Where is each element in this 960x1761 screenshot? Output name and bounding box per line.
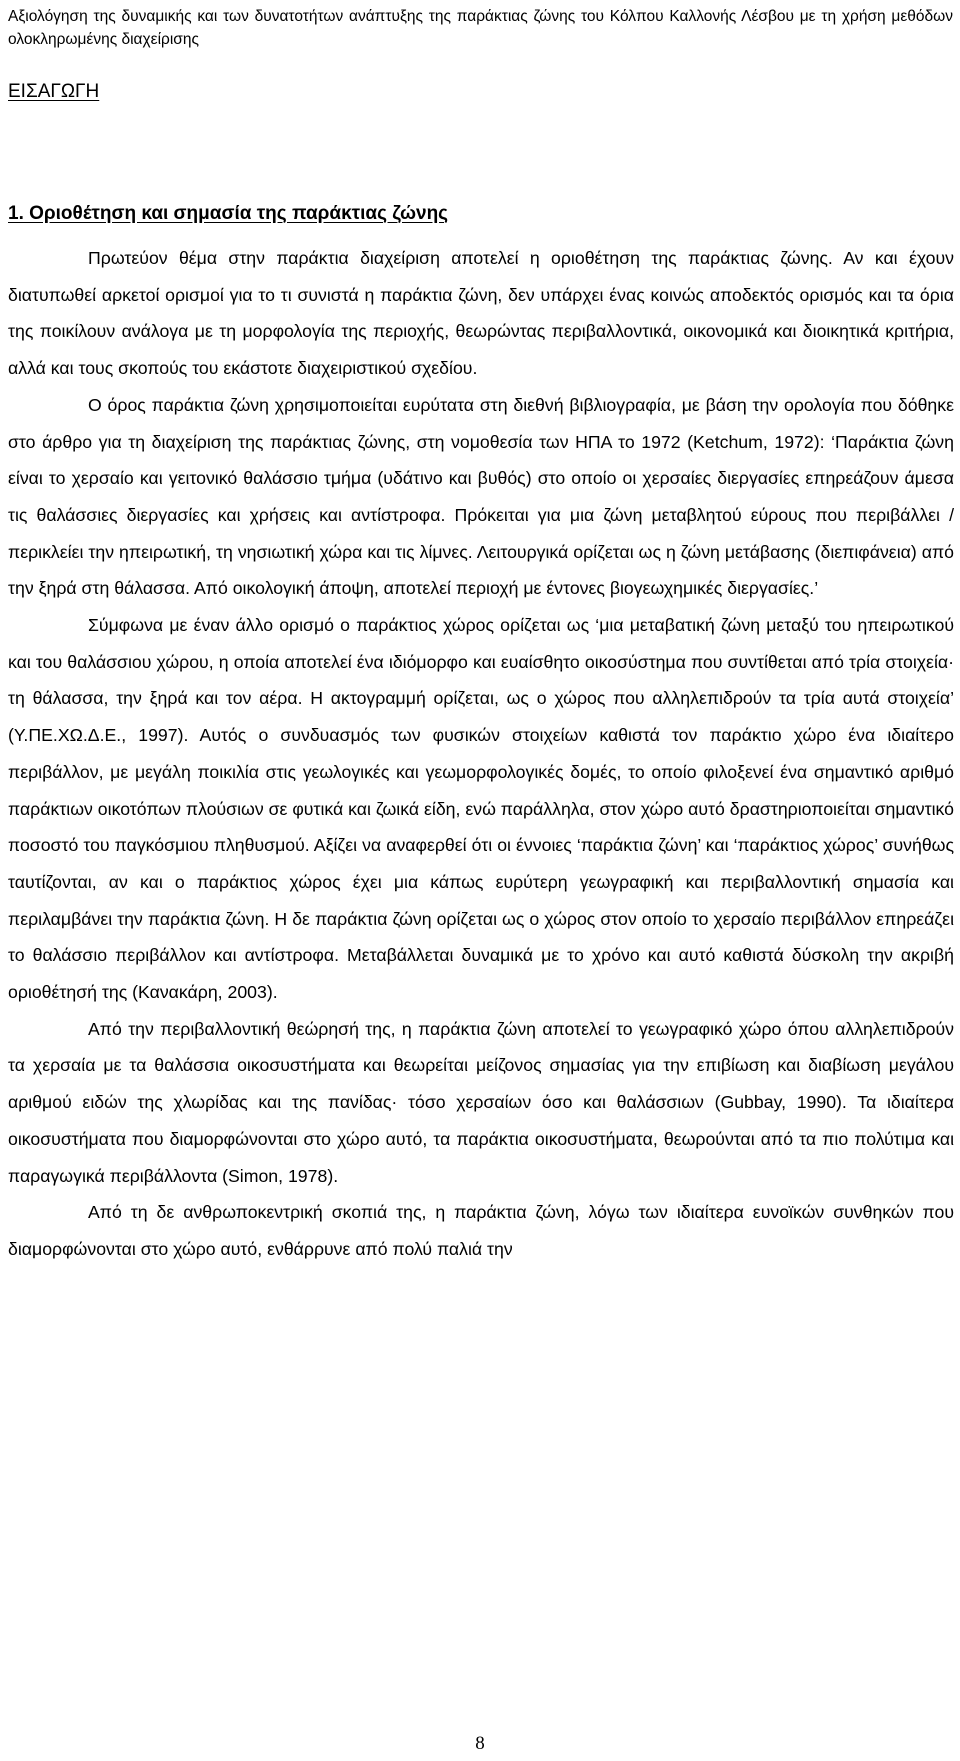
paragraph: Από τη δε ανθρωποκεντρική σκοπιά της, η παράκτια ζώνη, λόγω των ιδιαίτερα ευνοϊκών συνθηκών που διαμορφώνονται στο χώρο αυτό, ενθάρρυνε από πολύ παλιά την: [8, 1202, 954, 1259]
section-heading: 1. Οριοθέτηση και σημασία της παράκτιας ζώνης: [8, 203, 449, 224]
paragraph: Πρωτεύον θέμα στην παράκτια διαχείριση αποτελεί η οριοθέτηση της παράκτιας ζώνης. Αν και έχουν διατυπωθεί αρκετοί ορισμοί για το τι συνιστά η παράκτια ζώνη, δεν υπάρχει ένας κοινώς αποδεκτός ορισμός και τα όρια της ποικίλουν ανάλογα με τη μορφολογία της περιοχής, θεωρώντας περιβαλλοντικά, οικονομικά και διοικητικά κριτήρια, αλλά και τους σκοπούς του εκάστοτε διαχειριστικού σχεδίου.: [8, 248, 954, 379]
page-number: 8: [475, 1733, 485, 1754]
running-header: Αξιολόγηση της δυναμικής και των δυνατοτήτων ανάπτυξης της παράκτιας ζώνης του Κόλπου Καλλονής Λέσβου με τη χρήση μεθόδων ολοκληρωμένης διαχείρισης: [8, 8, 953, 48]
paragraph: Ο όρος παράκτια ζώνη χρησιμοποιείται ευρύτατα στη διεθνή βιβλιογραφία, με βάση την ορολογία που δόθηκε στο άρθρο για τη διαχείριση της παράκτιας ζώνης, στη νομοθεσία των ΗΠΑ το 1972 (Ketchum, 1972): ‘Παράκτια ζώνη είναι το χερσαίο και γειτονικό θαλάσσιο τμήμα (υδάτινο και βυθός) στο οποίο οι χερσαίες διεργασίες επηρεάζουν άμεσα τις θαλάσσιες διεργασίες και χρήσεις και αντίστροφα. Πρόκειται για μια ζώνη μεταβλητού εύρους που περιβάλλει / περικλείει την ηπειρωτική, τη νησιωτική χώρα και τις λίμνες. Λειτουργικά ορίζεται ως η ζώνη μετάβασης (διεπιφάνεια) από την ξηρά στη θάλασσα. Από οικολογική άποψη, αποτελεί περιοχή με έντονες βιογεωχημικές διεργασίες.’: [8, 394, 954, 599]
chapter-heading: ΕΙΣΑΓΩΓΗ: [8, 81, 100, 102]
body-text: [8, 240, 954, 1268]
paragraph: Σύμφωνα με έναν άλλο ορισμό ο παράκτιος χώρος ορίζεται ως ‘μια μεταβατική ζώνη μεταξύ του ηπειρωτικού και του θαλάσσιου χώρου, η οποία αποτελεί ένα ιδιόμορφο και ευαίσθητο οικοσύστημα που συντίθεται από τρία στοιχεία· τη θάλασσα, την ξηρά και τον αέρα. Η ακτογραμμή ορίζεται, ως ο χώρος που αλληλεπιδρούν τα τρία αυτά στοιχεία’ (Υ.ΠΕ.ΧΩ.Δ.Ε., 1997). Αυτός ο συνδυασμός των φυσικών στοιχείων καθιστά τον παράκτιο χώρο ένα ιδιαίτερο περιβάλλον, με μεγάλη ποικιλία στις γεωλογικές και γεωμορφολογικές δομές, το οποίο φιλοξενεί ένα σημαντικό αριθμό παράκτιων οικοτόπων πλούσιων σε φυτικά και ζωικά είδη, ενώ παράλληλα, στον χώρο αυτό δραστηριοποιείται σημαντικό ποσοστό του παγκόσμιου πληθυσμού. Αξίζει να αναφερθεί ότι οι έννοιες ‘παράκτια ζώνη’ και ‘παράκτιος χώρος’ συνήθως ταυτίζονται, αν και ο παράκτιος χώρος έχει μια κάπως ευρύτερη γεωγραφική και περιβαλλοντική σημασία και περιλαμβάνει την παράκτια ζώνη. Η δε παράκτια ζώνη ορίζεται ως ο χώρος στον οποίο το χερσαίο περιβάλλον επηρεάζει το θαλάσσιο περιβάλλον και αντίστροφα. Μεταβάλλεται δυναμικά με το χρόνο και αυτό καθιστά δύσκολη την ακριβή οριοθέτησή της (Κανακάρη, 2003).: [8, 615, 954, 1003]
paragraph: Από την περιβαλλοντική θεώρησή της, η παράκτια ζώνη αποτελεί το γεωγραφικό χώρο όπου αλληλεπιδρούν τα χερσαία με τα θαλάσσια οικοσυστήματα και θεωρείται μείζονος σημασίας για την επιβίωση και διαβίωση μεγάλου αριθμού ειδών της χλωρίδας και της πανίδας· τόσο χερσαίων όσο και θαλάσσιων (Gubbay, 1990). Τα ιδιαίτερα οικοσυστήματα που διαμορφώνονται στο χώρο αυτό, τα παράκτια οικοσυστήματα, θεωρούνται από τα πιο πολύτιμα και παραγωγικά περιβάλλοντα (Simon, 1978).: [8, 1018, 954, 1186]
